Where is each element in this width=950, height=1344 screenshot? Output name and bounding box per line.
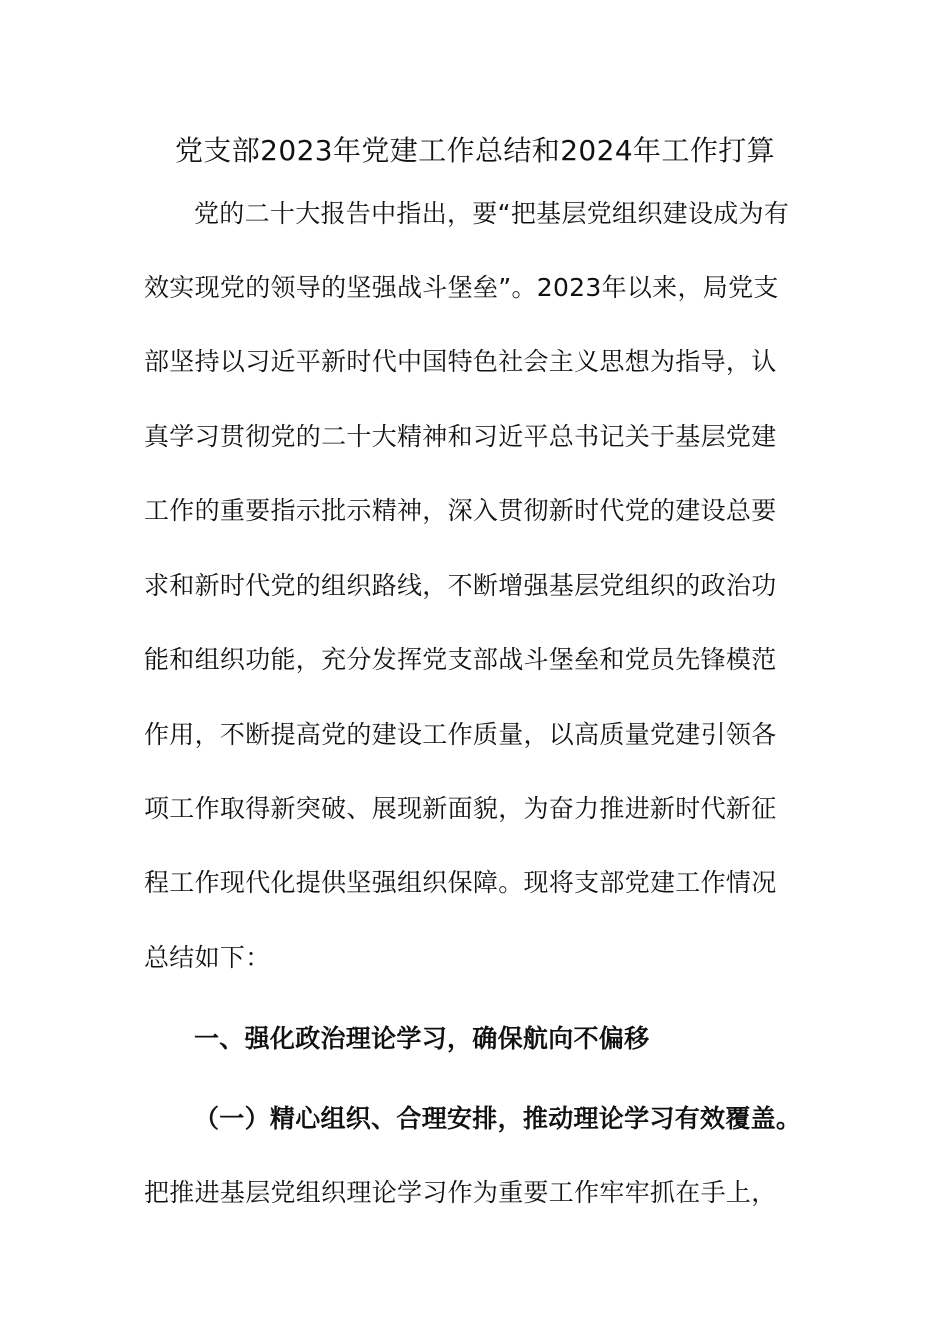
paragraph-line: 部坚持以习近平新时代中国特色社会主义思想为指导，认 [144,347,777,376]
paragraph-line: 能和组织功能，充分发挥党支部战斗堡垒和党员先锋模范 [144,645,777,674]
paragraph-line: 项工作取得新突破、展现新面貌，为奋力推进新时代新征 [144,794,777,823]
paragraph-line: 作用，不断提高党的建设工作质量，以高质量党建引领各 [144,720,777,749]
section-heading: 一、强化政治理论学习，确保航向不偏移 [194,1024,650,1053]
subsection-heading: （一）精心组织、合理安排，推动理论学习有效覆盖。 [194,1104,802,1133]
paragraph-line: 程工作现代化提供坚强组织保障。现将支部党建工作情况 [144,868,777,897]
paragraph-line: 总结如下： [144,943,271,972]
paragraph-line: 效实现党的领导的坚强战斗堡垒”。2023年以来，局党支 [144,273,779,302]
paragraph-line: 党的二十大报告中指出，要“把基层党组织建设成为有 [194,199,790,228]
paragraph-line: 工作的重要指示批示精神，深入贯彻新时代党的建设总要 [144,496,777,525]
paragraph-line: 把推进基层党组织理论学习作为重要工作牢牢抓在手上， [144,1178,777,1207]
paragraph-line: 求和新时代党的组织路线，不断增强基层党组织的政治功 [144,571,777,600]
document-title: 党支部2023年党建工作总结和2024年工作打算 [174,134,776,167]
paragraph-line: 真学习贯彻党的二十大精神和习近平总书记关于基层党建 [144,422,777,451]
